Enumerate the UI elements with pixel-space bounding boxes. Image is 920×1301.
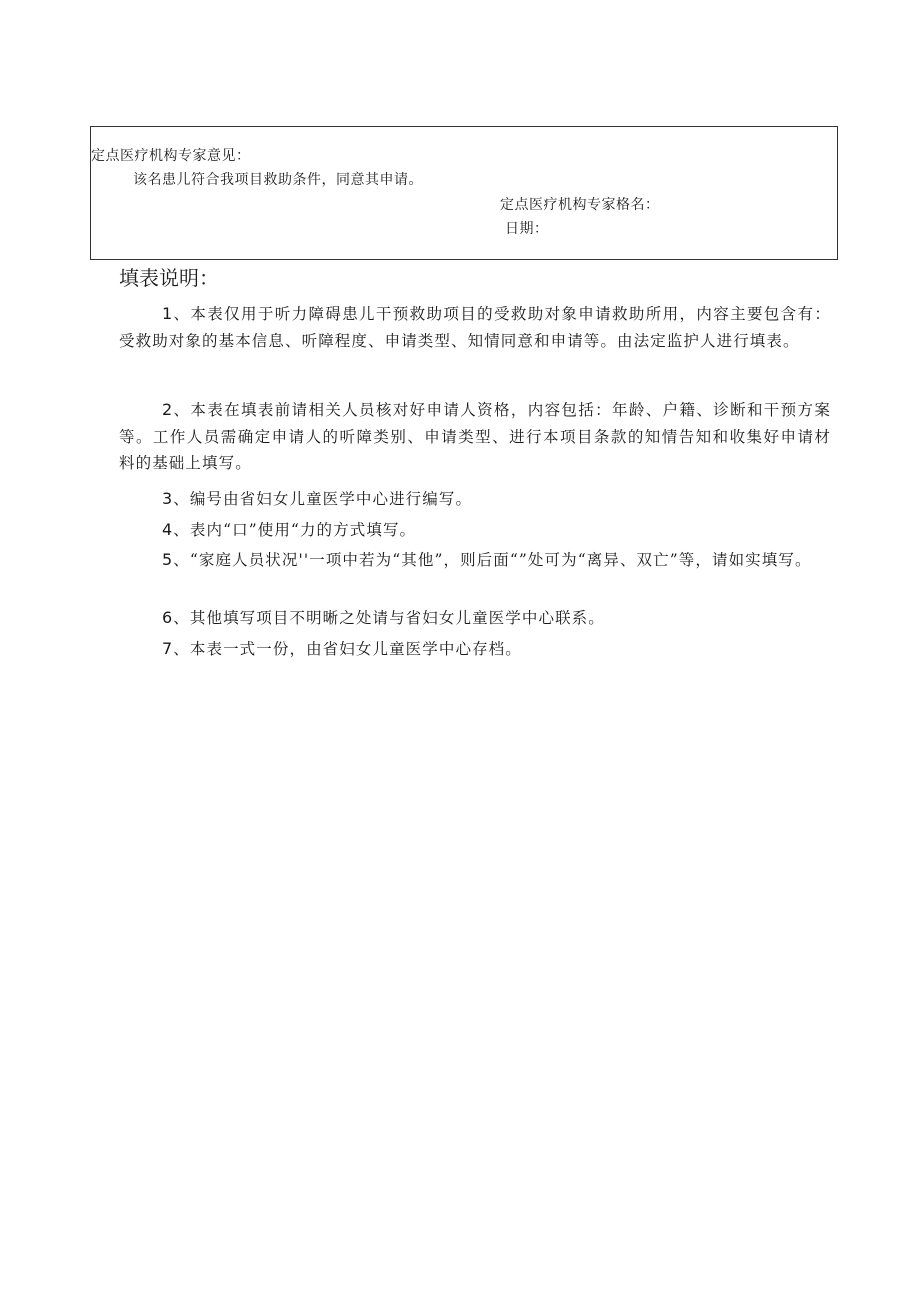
expert-opinion-text: 该名患儿符合我项目救助条件，同意其申请。 (133, 172, 423, 188)
instruction-text: 、编号由省妇女儿童医学中心进行编写。 (173, 490, 473, 508)
instruction-item-3 (119, 486, 831, 513)
instruction-item-4 (119, 517, 831, 544)
instruction-number: 4 (162, 520, 174, 539)
instruction-number: 3 (162, 489, 174, 508)
instruction-item-5 (119, 547, 831, 574)
expert-signature-label: 定点医疗机构专家格名： (500, 197, 660, 213)
instruction-item-7 (119, 636, 831, 663)
instruction-item-1 (119, 301, 831, 354)
expert-opinion-box (90, 126, 838, 260)
instruction-number: 2 (162, 400, 174, 419)
instruction-number: 5 (162, 550, 174, 569)
opinion-date-label: 日期： (505, 221, 549, 237)
instruction-text: 、本表仅用于听力障碍患儿干预救助项目的受救助对象申请救助所用，内容主要包含有：受救助对象的基本信息、听障程度、申请类型、知情同意和申请等。由法定监护人进行填表。 (119, 305, 831, 350)
instruction-text: 、本表在填表前请相关人员核对好申请人资格，内容包括：年龄、户籍、诊断和干预方案等。工作人员需确定申请人的听障类别、申请类型、进行本项目条款的知情告知和收集好申请材料的基础上填写。 (119, 401, 831, 472)
instruction-text: 、“家庭人员状况''一项中若为“其他”，则后面“”处可为“离异、双亡”等，请如实填写。 (173, 551, 812, 569)
instruction-text: 、本表一式一份，由省妇女儿童医学中心存档。 (173, 640, 522, 658)
expert-opinion-heading: 定点医疗机构专家意见： (91, 148, 251, 164)
instruction-number: 7 (162, 639, 174, 658)
instruction-item-6 (119, 605, 831, 632)
instruction-text: 、表内“口”使用“力的方式填写。 (173, 521, 417, 539)
instruction-item-2 (119, 397, 831, 477)
instruction-number: 1 (162, 304, 174, 323)
instructions-title: 填表说明： (119, 266, 219, 290)
instruction-text: 、其他填写项目不明晰之处请与省妇女儿童医学中心联系。 (173, 609, 605, 627)
instruction-number: 6 (162, 608, 174, 627)
